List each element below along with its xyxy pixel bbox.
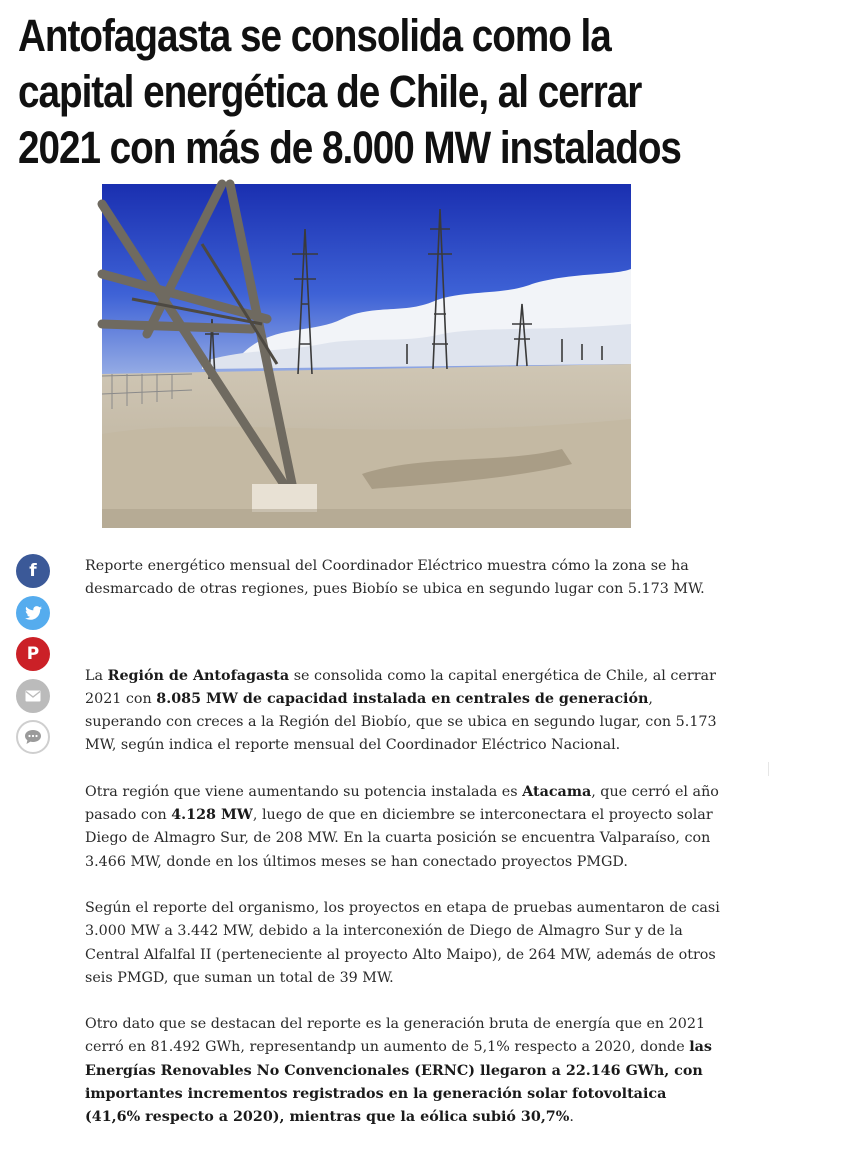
- bold-text: Atacama: [522, 783, 592, 800]
- divider: [768, 762, 769, 776]
- bold-text: 8.085 MW de capacidad instalada en centrales de generación: [156, 690, 649, 707]
- facebook-icon: f: [29, 561, 37, 581]
- article-headline: Antofagasta se consolida como la capital energética de Chile, al cerrar 2021 con más de 8.000 MW instalados: [18, 10, 681, 173]
- article-paragraph: [85, 665, 725, 758]
- article-paragraph: [85, 1013, 725, 1129]
- text-span: , luego de que en diciembre se interconectara el proyecto solar Diego de Almagro Sur, de 208 MW. En la cuarta posición se encuentra Valparaíso, con 3.466 MW, donde en los últimos meses se han conectado proyectos PMGD.: [85, 807, 713, 870]
- article-paragraph: [85, 781, 725, 874]
- text-span: .: [569, 1109, 574, 1126]
- social-share-bar: [16, 554, 52, 762]
- article-paragraph: Según el reporte del organismo, los proyectos en etapa de pruebas aumentaron de casi 3.000 MW a 3.442 MW, debido a la interconexión de Diego de Almagro Sur y de la Central Alfalfal II (perteneciente al proyecto Alto Maipo), de 264 MW, además de otros seis PMGD, que suman un total de 39 MW.: [85, 899, 720, 986]
- text-span: Otro dato que se destacan del reporte es la generación bruta de energía que en 2021 cerró en 81.492 GWh, representandp un aumento de 5,1% respecto a 2020, donde: [85, 1016, 706, 1056]
- facebook-share-button[interactable]: [16, 554, 50, 588]
- bold-text: Región de Antofagasta: [107, 667, 290, 684]
- pinterest-share-button[interactable]: [16, 637, 50, 671]
- text-span: La: [85, 667, 108, 684]
- bold-text: las Energías Renovables No Convencionales (ERNC) llegaron a 22.146 GWh, con importantes incrementos registrados en la generación solar fotovoltaica (41,6% respecto a 2020), mientras que la eólica subió 30,7%: [85, 1039, 712, 1126]
- text-span: , superando con creces a la Región del Biobío, que se ubica en segundo lugar, con 5.173 MW, según indica el reporte mensual del Coordinador Eléctrico Nacional.: [85, 690, 717, 754]
- hero-image: [102, 184, 631, 528]
- text-span: Otra región que viene aumentando su potencia instalada es: [85, 783, 523, 800]
- article-lead: Reporte energético mensual del Coordinador Eléctrico muestra cómo la zona se ha desmarcado de otras regiones, pues Biobío se ubica en segundo lugar con 5.173 MW.: [85, 558, 705, 598]
- twitter-icon: [25, 606, 42, 620]
- comment-icon: [24, 729, 42, 745]
- text-span: , que cerró el año pasado con: [85, 783, 719, 824]
- pinterest-icon: P: [26, 644, 40, 664]
- twitter-share-button[interactable]: [16, 596, 50, 630]
- comments-button[interactable]: [16, 720, 50, 754]
- email-icon: [25, 690, 41, 702]
- email-share-button[interactable]: [16, 679, 50, 713]
- transmission-towers-photo: [102, 184, 631, 528]
- article-body: [85, 555, 725, 1153]
- bold-text: 4.128 MW: [171, 807, 253, 824]
- text-span: se consolida como la capital energética de Chile, al cerrar 2021 con: [85, 667, 716, 707]
